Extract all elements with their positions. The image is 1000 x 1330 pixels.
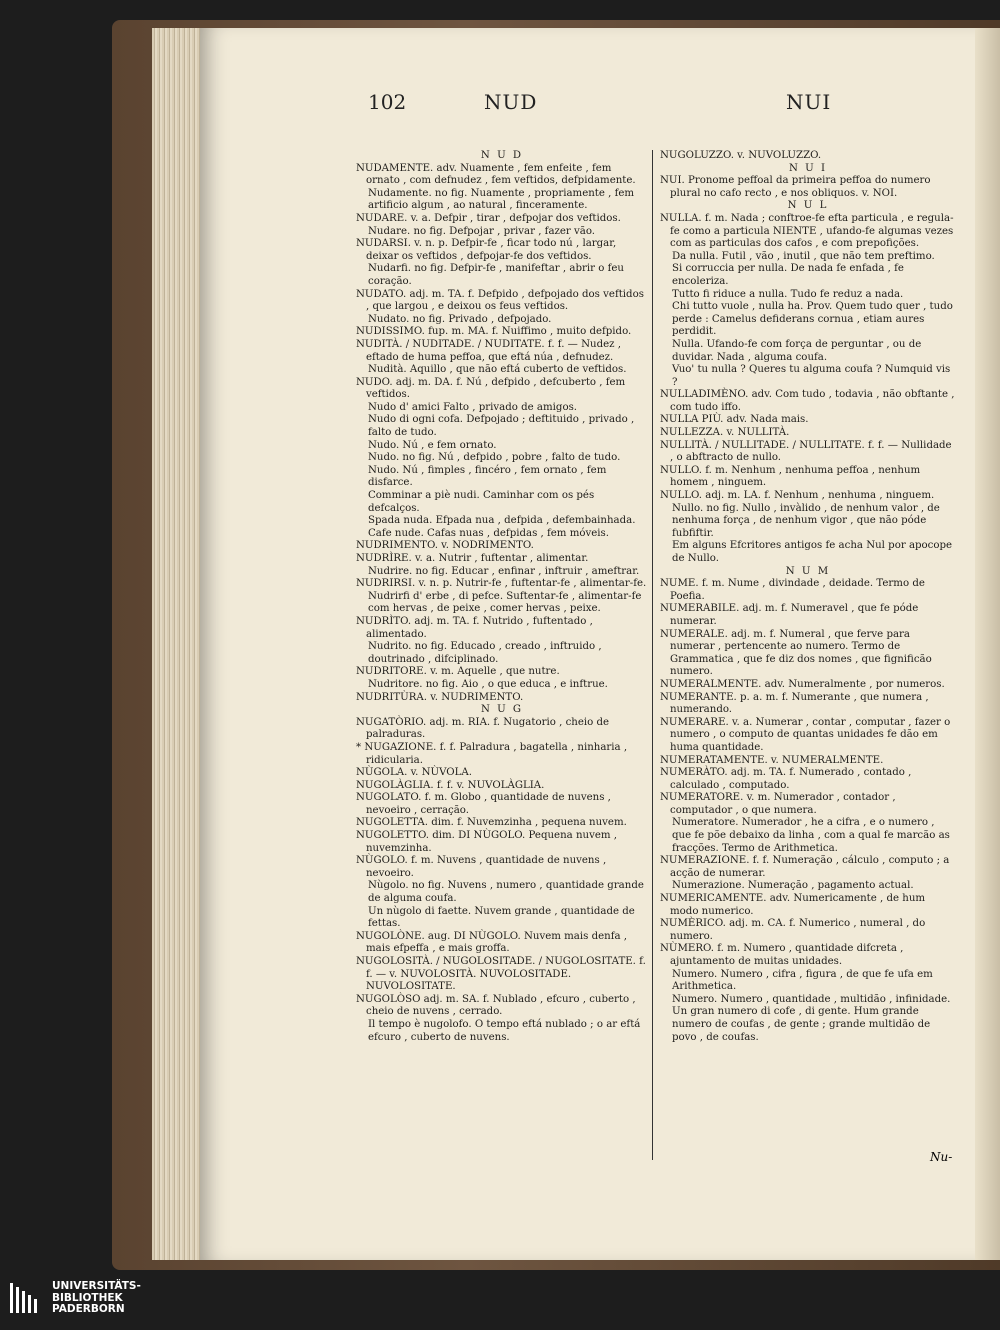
dictionary-entry: NUMERICAMENTE. adv. Numericamente , de hum modo numerico. [660, 893, 926, 917]
library-line-3: PADERBORN [52, 1303, 125, 1315]
sub-entry: Nudo. no fig. Nú , defpido , pobre , falto de tudo. [368, 452, 621, 464]
dictionary-entry: NUDRITÙRA. v. NUDRIMENTO. [356, 691, 524, 703]
section-heading: N U D [480, 150, 524, 161]
dictionary-entry: NUDARSI. v. n. p. Defpir-fe , ficar todo nú , largar, deixar os veftidos , defpojar-fe dos veftidos. [356, 238, 617, 262]
library-name [52, 1281, 141, 1316]
page-number: 102 [368, 90, 407, 114]
sub-entry: Nudato. no fig. Privado , defpojado. [368, 313, 552, 325]
sub-entry: Un nùgolo di faette. Nuvem grande , quantidade de fettas. [368, 905, 635, 930]
sub-entry: Vuo' tu nulla ? Queres tu alguma coufa ? Numquid vis ? [672, 364, 951, 388]
dictionary-entry: NUDRIMENTO. v. NODRIMENTO. [356, 540, 534, 552]
sub-entry: Numero. Numero , quantidade , multidão , infinidade. [672, 993, 951, 1005]
dictionary-entry: NUGOLUZZO. v. NUVOLUZZO. [660, 150, 822, 161]
dictionary-entry: NUDRÌTO. adj. m. TA. f. Nutrido , fuftentado , alimentado. [356, 615, 593, 640]
dictionary-entry: * NUGAZIONE. f. f. Palradura , bagatella , ninharia , ridicularia. [356, 741, 628, 766]
sub-entry: Numerazione. Numeração , pagamento actual. [672, 880, 914, 892]
dictionary-entry: NUDRITORE. v. m. Aquelle , que nutre. [356, 666, 560, 678]
left-running-head: NUD [484, 90, 538, 114]
library-footer [0, 1270, 1000, 1330]
dictionary-entry: NÙGOLO. f. m. Nuvens , quantidade de nuvens , nevoeiro. [356, 855, 607, 879]
sub-entry: Nudamente. no fig. Nuamente , propriamente , fem artificio algum , ao natural , finceramente. [368, 187, 635, 212]
dictionary-entry: NUGOLATO. f. m. Globo , quantidade de nuvens , nevoeiro , cerração. [356, 792, 611, 816]
dictionary-entry: NUGOLETTA. dim. f. Nuvemzinha , pequena nuvem. [356, 817, 627, 829]
section-heading: N U I [788, 162, 827, 174]
sub-entry: Tutto fi riduce a nulla. Tudo fe reduz a nada. [672, 288, 904, 300]
sub-entry: Spada nuda. Efpada nua , defpida , defembainhada. [368, 515, 636, 527]
sub-entry: Nudo. Nú , fimples , fincéro , fem ornato , fem disfarce. [368, 464, 607, 489]
sub-entry: Nulla. Ufando-fe com força de perguntar , ou de duvidar. Nada , alguma coufa. [672, 338, 922, 363]
sub-entry: Nudrirfi d' erbe , di pefce. Suftentar-fe , alimentar-fe com hervas , de peixe , comer hervas , peixe. [368, 590, 642, 615]
dictionary-entry: NULLEZZA. v. NULLITÀ. [660, 427, 790, 439]
catchword: Nu- [930, 1150, 953, 1164]
sub-entry: Nudare. no fig. Defpojar , privar , fazer vão. [368, 225, 596, 237]
dictionary-entry: NUGOLOSITÀ. / NUGOLOSITADE. / NUGOLOSITATE. f. f. — v. NUVOLOSITÀ. NUVOLOSITADE. NUVOLOSITATE. [356, 956, 646, 993]
dictionary-entry: NUDATO. adj. m. TA. f. Defpido , defpojado dos veftidos , que largou , e deixou os feus veftidos. [356, 288, 644, 313]
sub-entry: Nùgolo. no fig. Nuvens , numero , quantidade grande de alguma coufa. [368, 880, 644, 905]
dictionary-entry: NUMERATAMENTE. v. NUMERALMENTE. [660, 754, 884, 766]
page-edges [152, 28, 202, 1260]
sub-entry: Nudo d' amici Falto , privado de amigos. [368, 401, 578, 413]
library-line-1: UNIVERSITÄTS- [52, 1280, 141, 1292]
dictionary-entry: NUGATÒRIO. adj. m. RIA. f. Nugatorio , cheio de palraduras. [356, 716, 610, 741]
library-line-2: BIBLIOTHEK [52, 1291, 123, 1304]
sub-entry: Nudritore. no fig. Aio , o que educa , e inftrue. [368, 678, 608, 690]
sub-entry: Numeratore. Numerador , he a cifra , e o numero , que fe põe debaixo da linha , com a qual fe marcão as fracções. Termo de Arithmetica. [672, 817, 950, 854]
dictionary-entry: NUDITÀ. / NUDITADE. / NUDITATE. f. f. — Nudez , eftado de huma peffoa, que eftá núa , defnudez. [356, 338, 621, 363]
library-logo-icon [10, 1283, 42, 1313]
dictionary-entry: NUMERANTE. p. a. m. f. Numerante , que numera , numerando. [660, 691, 929, 716]
dictionary-entry: NUDISSIMO. fup. m. MA. f. Nuiffimo , muito defpido. [356, 326, 632, 338]
sub-entry: Un gran numero di cofe , di gente. Hum grande numero de coufas , de gente ; grande multidão de povo , de coufas. [672, 1006, 931, 1043]
section-heading: N U G [480, 704, 524, 716]
sub-entry: Nudo di ogni cofa. Defpojado ; deftituido , privado , falto de tudo. [368, 414, 635, 439]
sub-entry: Nullo. no fig. Nullo , invàlido , de nenhum valor , de nenhuma força , de nenhum vigor , que não póde fubfiftir. [672, 502, 940, 539]
dictionary-entry: NUMERARE. v. a. Numerar , contar , computar , fazer o numero , o computo de quantas unidades fe dão em huma quantidade. [660, 716, 951, 753]
dictionary-entry: NUDO. adj. m. DA. f. Nú , defpido , defcuberto , fem veftidos. [356, 376, 626, 401]
column-divider [652, 150, 653, 1160]
dictionary-entry: NUGOLETTO. dim. DI NÙGOLO. Pequena nuvem , nuvemzinha. [356, 830, 617, 854]
section-heading: N U L [787, 200, 829, 212]
dictionary-entry: NUGOLÒNE. aug. DI NÙGOLO. Nuvem mais denfa , mais efpeffa , e mais groffa. [356, 930, 628, 955]
sub-entry: Nudrito. no fig. Educado , creado , inftruido , doutrinado , difciplinado. [368, 641, 602, 665]
dictionary-entry: NUMERALE. adj. m. f. Numeral , que ferve para numerar , pertencente ao numero. Termo de Grammatica , que fe diz dos nomes , que fignificão numero. [660, 628, 932, 678]
dictionary-entry: NUME. f. m. Nume , divindade , deidade. Termo de Poefia. [660, 578, 925, 602]
left-column [356, 150, 648, 1044]
right-column [660, 150, 956, 1044]
dictionary-entry: NUMERÀTO. adj. m. TA. f. Numerado , contado , calculado , computado. [660, 767, 912, 791]
right-running-head: NUI [786, 90, 832, 114]
sub-entry: Chi tutto vuole , nulla ha. Prov. Quem tudo quer , tudo perde : Camelus defiderans cornua , etiam aures perdidit. [672, 301, 953, 338]
dictionary-entry: NUDRÌRE. v. a. Nutrir , fuftentar , alimentar. [356, 553, 589, 564]
dictionary-entry: NUDAMENTE. adv. Nuamente , fem enfeite , fem ornato , com defnudez , fem veftidos, defpidamente. [356, 162, 636, 187]
dictionary-entry: NUI. Pronome peffoal da primeira peffoa do numero plural no cafo recto , e nos obliquos. v. NOI. [660, 175, 931, 199]
dictionary-entry: NÙGOLA. v. NÙVOLA. [356, 767, 473, 779]
dictionary-entry: NUDRIRSI. v. n. p. Nutrir-fe , fuftentar-fe , alimentar-fe. [356, 578, 647, 590]
sub-entry: Numero. Numero , cifra , figura , de que fe ufa em Arithmetica. [672, 968, 933, 993]
dictionary-entry: NUMERALMENTE. adv. Numeralmente , por numeros. [660, 678, 945, 690]
dictionary-entry: NUDARE. v. a. Defpir , tirar , defpojar dos veftidos. [356, 212, 621, 224]
dictionary-entry: NUMERATORE. v. m. Numerador , contador , computador , o que numera. [660, 792, 896, 816]
sub-entry: Nudrire. no fig. Educar , enfinar , inftruir , ameftrar. [368, 565, 640, 577]
sub-entry: Nudarfi. no fig. Defpir-fe , manifeftar , abrir o feu coração. [368, 263, 624, 287]
dictionary-entry: NULLO. adj. m. LA. f. Nenhum , nenhuma , ninguem. [660, 490, 935, 502]
sub-entry: Comminar a piè nudi. Caminhar com os pés defcalços. [368, 490, 595, 514]
sub-entry: Il tempo è nugolofo. O tempo eftá nublado ; o ar eftá efcuro , cuberto de nuvens. [368, 1018, 641, 1043]
dictionary-entry: NUMÈRICO. adj. m. CA. f. Numerico , numeral , do numero. [660, 918, 926, 942]
sub-entry: Nudità. Aquillo , que não eftá cuberto de veftidos. [368, 364, 627, 376]
sub-entry: Nudo. Nú , e fem ornato. [368, 439, 497, 451]
dictionary-entry: NULLITÀ. / NULLITADE. / NULLITATE. f. f. — Nullidade , o abftracto de nullo. [660, 439, 952, 464]
section-heading: N U M [785, 565, 831, 577]
dictionary-entry: NUGOLÀGLIA. f. f. v. NUVOLÀGLIA. [356, 779, 545, 791]
dictionary-entry: NUGOLÒSO adj. m. SA. f. Nublado , efcuro , cuberto , cheio de nuvens , cerrado. [356, 993, 636, 1018]
sub-entry: Em alguns Efcritores antigos fe acha Nul por apocope de Nullo. [672, 540, 953, 564]
dictionary-entry: NULLO. f. m. Nenhum , nenhuma peffoa , nenhum homem , ninguem. [660, 464, 921, 489]
dictionary-entry: NÙMERO. f. m. Numero , quantidade difcreta , ajuntamento de muitas unidades. [660, 943, 904, 967]
dictionary-entry: NUMERABILE. adj. m. f. Numeravel , que fe póde numerar. [660, 603, 919, 627]
sub-entry: Cafe nude. Cafas nuas , defpidas , fem móveis. [368, 527, 610, 539]
dictionary-entry: NUMERAZIONE. f. f. Numeração , cálculo , computo ; a acção de numerar. [660, 855, 950, 879]
page-edge-right [975, 28, 1000, 1260]
dictionary-entry: NULLA. f. m. Nada ; conftroe-fe efta particula , e regula-fe como a particula NIENTE , ufando-fe algumas vezes com as particulas dos cafos , e com prepofições. [660, 212, 954, 250]
sub-entry: Da nulla. Futil , vão , inutil , que não tem preftimo. [672, 250, 935, 262]
sub-entry: Si corruccia per nulla. De nada fe enfada , fe encoleriza. [672, 263, 904, 287]
dictionary-entry: NULLA PIÙ. adv. Nada mais. [660, 414, 809, 426]
dictionary-entry: NULLADIMÈNO. adv. Com tudo , todavia , não obftante , com tudo iffo. [660, 389, 955, 413]
